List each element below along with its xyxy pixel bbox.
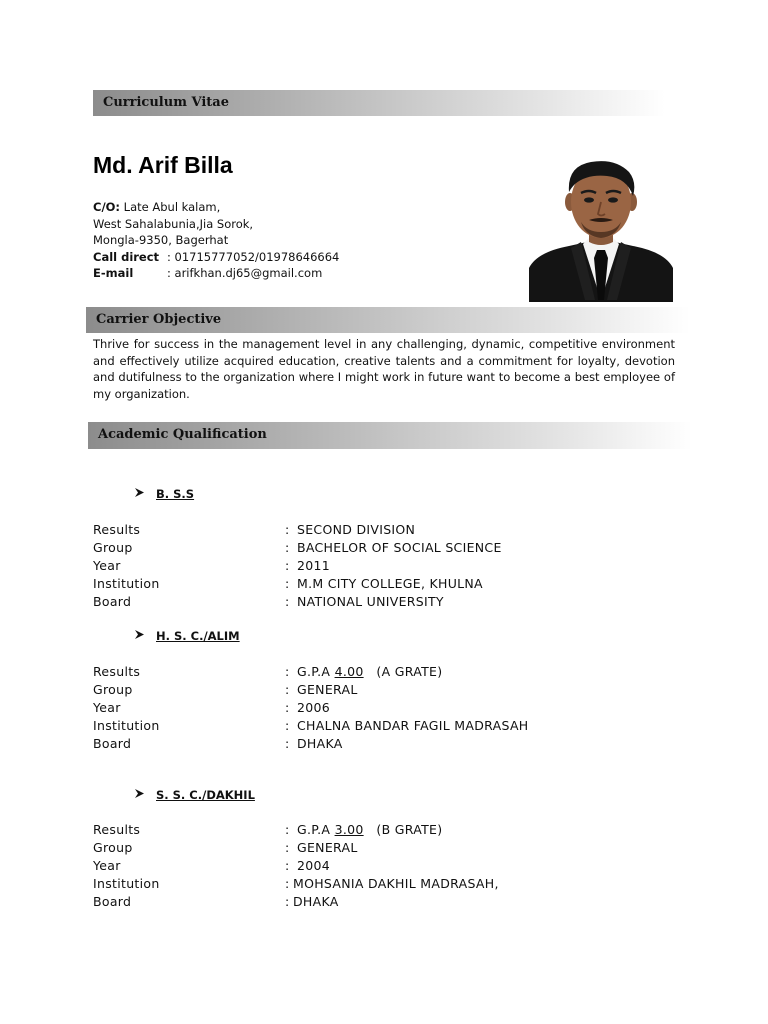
row-label: Group <box>93 540 133 555</box>
row-value: SECOND DIVISION <box>297 522 416 537</box>
candidate-name: Md. Arif Billa <box>93 152 233 178</box>
arrowhead-bullet-icon <box>134 487 156 501</box>
colon: : <box>285 700 290 715</box>
degree-heading-bss <box>134 487 194 501</box>
row-label: Year <box>93 858 121 873</box>
row-value <box>297 664 442 679</box>
email-line <box>93 265 323 282</box>
address-line-2: Mongla-9350, Bagerhat <box>93 233 229 248</box>
phone-label: Call direct <box>93 249 160 264</box>
colon: : <box>285 736 290 751</box>
colon: : <box>285 576 290 591</box>
gpa-grade: (A GRATE) <box>363 664 443 679</box>
objective-band <box>86 307 690 333</box>
row-value: M.M CITY COLLEGE, KHULNA <box>297 576 483 591</box>
row-label: Board <box>93 894 132 909</box>
row-value: GENERAL <box>297 682 358 697</box>
colon: : <box>285 664 290 679</box>
row-label: Year <box>93 558 121 573</box>
row-value: DHAKA <box>293 894 339 909</box>
degree-title: B. S.S <box>156 487 195 501</box>
email-value: : arifkhan.dj65@gmail.com <box>167 266 323 281</box>
portrait-illustration <box>529 152 673 300</box>
colon: : <box>285 682 290 697</box>
address-line-1: West Sahalabunia,Jia Sorok, <box>93 216 254 231</box>
gpa-prefix: G.P.A <box>297 822 335 837</box>
colon: : <box>285 822 290 837</box>
row-label: Group <box>93 682 133 697</box>
care-of-label: C/O: <box>93 200 121 214</box>
row-label: Results <box>93 822 141 837</box>
care-of-line <box>93 199 253 216</box>
row-label: Results <box>93 664 141 679</box>
email-label: E-mail <box>93 266 134 281</box>
colon: : <box>285 858 290 873</box>
colon: : <box>285 540 290 555</box>
row-value: MOHSANIA DAKHIL MADRASAH, <box>293 876 499 891</box>
row-value: NATIONAL UNIVERSITY <box>297 594 444 609</box>
colon: : <box>285 840 290 855</box>
gpa-value: 3.00 <box>334 822 364 837</box>
row-label: Board <box>93 594 132 609</box>
row-label: Institution <box>93 876 160 891</box>
cv-title-band <box>93 90 665 116</box>
row-value <box>297 822 442 837</box>
degree-heading-hsc <box>134 629 240 643</box>
phone-line <box>93 249 340 266</box>
degree-title: S. S. C./DAKHIL <box>156 788 255 802</box>
colon: : <box>285 894 290 909</box>
degree-heading-ssc <box>134 788 255 802</box>
degree-title: H. S. C./ALIM <box>156 629 240 643</box>
gpa-grade: (B GRATE) <box>363 822 443 837</box>
contact-block <box>93 199 340 282</box>
row-label: Results <box>93 522 141 537</box>
profile-photo <box>529 152 673 302</box>
row-value: BACHELOR OF SOCIAL SCIENCE <box>297 540 502 555</box>
colon: : <box>285 594 290 609</box>
row-label: Board <box>93 736 132 751</box>
objective-heading: Carrier Objective <box>96 312 222 327</box>
colon: : <box>285 558 290 573</box>
row-label: Group <box>93 840 133 855</box>
phone-value: : 01715777052/01978646664 <box>167 249 340 264</box>
row-value: GENERAL <box>297 840 358 855</box>
objective-text: Thrive for success in the management level in any challenging, dynamic, competitive environment and effectively utilize acquired education, creative talents and a commitment for loyalty, devotion and dutifulness to the organization where I might work in future want to become a best employee of my organization. <box>93 337 675 401</box>
colon: : <box>285 718 290 733</box>
row-label: Year <box>93 700 121 715</box>
gpa-value: 4.00 <box>334 664 364 679</box>
gpa-prefix: G.P.A <box>297 664 335 679</box>
row-value: 2006 <box>297 700 331 715</box>
cv-title: Curriculum Vitae <box>103 95 229 110</box>
row-value: 2004 <box>297 858 331 873</box>
row-label: Institution <box>93 576 160 591</box>
arrowhead-bullet-icon <box>134 629 156 643</box>
academic-heading: Academic Qualification <box>98 427 267 442</box>
row-value: 2011 <box>297 558 331 573</box>
row-value: CHALNA BANDAR FAGIL MADRASAH <box>297 718 529 733</box>
arrowhead-bullet-icon <box>134 788 156 802</box>
colon: : <box>285 876 290 891</box>
colon: : <box>285 522 290 537</box>
row-value: DHAKA <box>297 736 343 751</box>
row-label: Institution <box>93 718 160 733</box>
academic-band <box>88 422 692 449</box>
care-of-value: Late Abul kalam, <box>120 200 221 214</box>
